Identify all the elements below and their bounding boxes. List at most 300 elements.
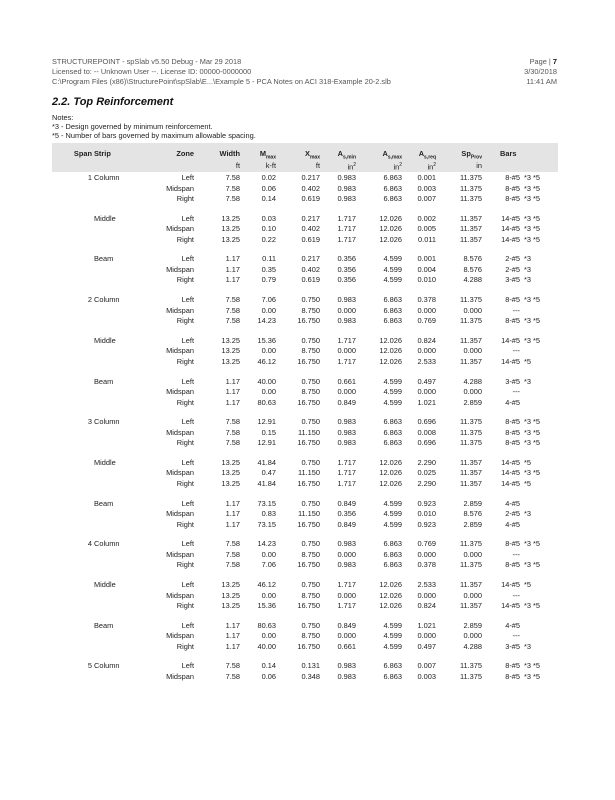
mmax-cell: 0.00 xyxy=(261,346,276,356)
strip-cell: Beam xyxy=(94,254,114,264)
bars-cell: 3-#5 xyxy=(505,641,520,651)
mmax-cell: 0.15 xyxy=(261,427,276,437)
sp-prov-cell: 11.375 xyxy=(459,560,482,570)
zone-cell: Midspan xyxy=(166,346,194,356)
mmax-cell: 15.36 xyxy=(257,335,276,345)
asmin-cell: 0.983 xyxy=(337,417,356,427)
xmax-cell: 0.750 xyxy=(301,620,320,630)
bars-cell: --- xyxy=(512,346,520,356)
report-time: 11:41 AM xyxy=(526,77,557,86)
sp-prov-cell: 0.000 xyxy=(463,549,482,559)
zone-cell: Midspan xyxy=(166,224,194,234)
sp-prov-cell: 11.375 xyxy=(459,173,482,182)
mmax-cell: 0.00 xyxy=(261,549,276,559)
mmax-cell: 0.14 xyxy=(261,661,276,671)
width-cell: 7.58 xyxy=(225,661,240,671)
notes-heading: Notes: xyxy=(52,113,74,122)
asmax-cell: 6.863 xyxy=(383,549,402,559)
bars-cell: 8-#5 xyxy=(505,438,520,448)
sp-prov-cell: 0.000 xyxy=(463,305,482,315)
unit-asmax: $in^2$ xyxy=(393,162,402,172)
xmax-cell: 8.750 xyxy=(301,305,320,315)
xmax-cell: 0.750 xyxy=(301,539,320,549)
zone-cell: Left xyxy=(181,335,194,345)
mmax-cell: 0.35 xyxy=(261,264,276,274)
mmax-cell: 0.83 xyxy=(261,509,276,519)
width-cell: 7.58 xyxy=(225,173,240,182)
asreq-cell: 2.290 xyxy=(417,457,436,467)
asreq-cell: 1.021 xyxy=(417,620,436,630)
zone-cell: Midspan xyxy=(166,264,194,274)
width-cell: 7.58 xyxy=(225,427,240,437)
span-cell: 4 xyxy=(87,539,92,549)
bars-cell: 3-#5 xyxy=(505,376,520,386)
sp-prov-cell: 2.859 xyxy=(463,498,482,508)
span-cell: 1 xyxy=(87,173,92,182)
strip-cell: Column xyxy=(94,173,120,182)
bars-cell: 8-#5 xyxy=(505,316,520,326)
asreq-cell: 0.000 xyxy=(417,631,436,641)
xmax-cell: 0.750 xyxy=(301,498,320,508)
sp-prov-cell: 11.357 xyxy=(459,224,482,234)
sp-prov-cell: 11.357 xyxy=(459,478,482,488)
asmax-cell: 6.863 xyxy=(383,295,402,305)
strip-cell: Beam xyxy=(94,620,114,630)
strip-cell: Middle xyxy=(94,457,116,467)
zone-cell: Midspan xyxy=(166,183,194,193)
asreq-cell: 0.010 xyxy=(417,509,436,519)
asmin-cell: 1.717 xyxy=(337,356,356,366)
asreq-cell: 0.003 xyxy=(417,183,436,193)
width-cell: 7.58 xyxy=(225,671,240,681)
xmax-cell: 16.750 xyxy=(297,601,320,610)
sp-prov-cell: 11.357 xyxy=(459,335,482,345)
xmax-cell: 0.619 xyxy=(301,234,320,244)
asmin-cell: 0.000 xyxy=(337,549,356,559)
zone-cell: Left xyxy=(181,173,194,182)
mmax-cell: 0.14 xyxy=(261,194,276,203)
asmin-cell: 0.356 xyxy=(337,254,356,264)
asreq-cell: 0.696 xyxy=(417,417,436,427)
xmax-cell: 0.348 xyxy=(301,671,320,681)
bars-note-cell: *3 *5 xyxy=(524,661,541,671)
xmax-cell: 0.217 xyxy=(301,254,320,264)
page-number: 7 xyxy=(552,57,557,66)
asreq-cell: 0.005 xyxy=(417,224,436,234)
xmax-cell: 0.619 xyxy=(301,275,320,285)
zone-cell: Right xyxy=(176,519,194,529)
asreq-cell: 0.923 xyxy=(417,498,436,508)
bars-cell: 8-#5 xyxy=(505,194,520,203)
asmin-cell: 0.849 xyxy=(337,397,356,407)
sp-prov-cell: 2.859 xyxy=(463,620,482,630)
sp-prov-cell: 11.375 xyxy=(459,671,482,681)
xmax-cell: 0.131 xyxy=(301,661,320,671)
asreq-cell: 0.000 xyxy=(417,387,436,396)
sp-prov-cell: 4.288 xyxy=(463,376,482,386)
sp-prov-cell: 11.357 xyxy=(459,580,482,589)
asmax-cell: 6.863 xyxy=(383,560,402,570)
xmax-cell: 11.150 xyxy=(297,427,320,437)
zone-cell: Left xyxy=(181,580,194,589)
bars-note-cell: *3 *5 xyxy=(524,671,541,681)
xmax-cell: 11.150 xyxy=(297,509,320,519)
asmax-cell: 6.863 xyxy=(383,661,402,671)
mmax-cell: 0.11 xyxy=(262,254,276,264)
asmin-cell: 1.717 xyxy=(337,224,356,234)
bars-cell: 14-#5 xyxy=(501,468,520,478)
asmin-cell: 0.661 xyxy=(337,376,356,386)
xmax-cell: 0.402 xyxy=(301,264,320,274)
mmax-cell: 0.03 xyxy=(261,213,276,223)
col-header-bars: Bars xyxy=(500,149,517,158)
zone-cell: Midspan xyxy=(166,549,194,559)
mmax-cell: 0.10 xyxy=(261,224,276,234)
zone-cell: Right xyxy=(176,560,194,570)
asmax-cell: 12.026 xyxy=(379,356,402,366)
bars-note-cell: *3 *5 xyxy=(524,417,541,427)
xmax-cell: 8.750 xyxy=(301,631,320,641)
bars-cell: --- xyxy=(512,631,520,641)
asreq-cell: 0.769 xyxy=(417,316,436,326)
zone-cell: Midspan xyxy=(166,387,194,396)
width-cell: 13.25 xyxy=(221,478,240,488)
sp-prov-cell: 11.357 xyxy=(459,356,482,366)
sp-prov-cell: 11.375 xyxy=(459,295,482,305)
bars-note-cell: *3 *5 xyxy=(524,539,541,549)
bars-note-cell: *3 xyxy=(524,264,531,274)
width-cell: 13.25 xyxy=(221,224,240,234)
asmax-cell: 6.863 xyxy=(383,316,402,326)
bars-cell: 4-#5 xyxy=(505,498,520,508)
mmax-cell: 46.12 xyxy=(257,356,276,366)
bars-note-cell: *3 *5 xyxy=(524,194,541,203)
sp-prov-cell: 11.375 xyxy=(459,316,482,326)
width-cell: 7.58 xyxy=(225,438,240,448)
asreq-cell: 0.497 xyxy=(417,376,436,386)
sp-prov-cell: 11.375 xyxy=(459,194,482,203)
bars-cell: 14-#5 xyxy=(501,335,520,345)
asmax-cell: 4.599 xyxy=(383,275,402,285)
width-cell: 13.25 xyxy=(221,468,240,478)
asreq-cell: 0.696 xyxy=(417,438,436,448)
asmax-cell: 4.599 xyxy=(383,641,402,651)
asmax-cell: 4.599 xyxy=(383,376,402,386)
xmax-cell: 16.750 xyxy=(297,478,320,488)
bars-cell: 4-#5 xyxy=(505,519,520,529)
zone-cell: Midspan xyxy=(166,509,194,519)
zone-cell: Left xyxy=(181,620,194,630)
bars-cell: 8-#5 xyxy=(505,560,520,570)
asreq-cell: 0.007 xyxy=(417,661,436,671)
mmax-cell: 15.36 xyxy=(257,601,276,610)
width-cell: 13.25 xyxy=(221,457,240,467)
zone-cell: Midspan xyxy=(166,305,194,315)
asmax-cell: 6.863 xyxy=(383,194,402,203)
bars-note-cell: *3 *5 xyxy=(524,468,541,478)
asmax-cell: 12.026 xyxy=(379,468,402,478)
asmax-cell: 4.599 xyxy=(383,264,402,274)
col-header-asreq: $A_{s,req}$ xyxy=(418,149,436,161)
zone-cell: Left xyxy=(181,213,194,223)
bars-note-cell: *3 *5 xyxy=(524,183,541,193)
bars-cell: 14-#5 xyxy=(501,457,520,467)
xmax-cell: 0.619 xyxy=(301,194,320,203)
xmax-cell: 0.750 xyxy=(301,335,320,345)
width-cell: 13.25 xyxy=(221,601,240,610)
zone-cell: Midspan xyxy=(166,427,194,437)
bars-cell: 2-#5 xyxy=(505,264,520,274)
bars-note-cell: *3 *5 xyxy=(524,601,541,610)
sp-prov-cell: 0.000 xyxy=(463,387,482,396)
asmax-cell: 4.599 xyxy=(383,631,402,641)
bars-note-cell: *3 *5 xyxy=(524,173,541,182)
xmax-cell: 16.750 xyxy=(297,641,320,651)
asmax-cell: 12.026 xyxy=(379,580,402,589)
col-header-width: Width xyxy=(219,149,240,158)
sp-prov-cell: 11.375 xyxy=(459,417,482,427)
asmin-cell: 1.717 xyxy=(337,457,356,467)
bars-note-cell: *3 xyxy=(524,376,531,386)
asreq-cell: 0.000 xyxy=(417,346,436,356)
width-cell: 1.17 xyxy=(225,519,240,529)
bars-note-cell: *3 *5 xyxy=(524,427,541,437)
asmin-cell: 0.000 xyxy=(337,305,356,315)
mmax-cell: 41.84 xyxy=(257,457,276,467)
zone-cell: Right xyxy=(176,478,194,488)
width-cell: 7.58 xyxy=(225,183,240,193)
sp-prov-cell: 8.576 xyxy=(463,254,482,264)
bars-cell: --- xyxy=(512,590,520,600)
asreq-cell: 0.824 xyxy=(417,335,436,345)
asmin-cell: 0.000 xyxy=(337,590,356,600)
mmax-cell: 0.06 xyxy=(261,671,276,681)
zone-cell: Right xyxy=(176,641,194,651)
bars-cell: 4-#5 xyxy=(505,620,520,630)
col-header-asmax: $A_{s,max}$ xyxy=(382,149,402,161)
xmax-cell: 16.750 xyxy=(297,316,320,326)
asmin-cell: 0.983 xyxy=(337,295,356,305)
bars-note-cell: *5 xyxy=(524,356,531,366)
sp-prov-cell: 0.000 xyxy=(463,346,482,356)
sp-prov-cell: 4.288 xyxy=(463,275,482,285)
asmax-cell: 4.599 xyxy=(383,254,402,264)
mmax-cell: 0.00 xyxy=(261,590,276,600)
asreq-cell: 0.025 xyxy=(417,468,436,478)
xmax-cell: 0.402 xyxy=(301,183,320,193)
col-header-strip: Strip xyxy=(94,149,111,158)
width-cell: 1.17 xyxy=(225,631,240,641)
width-cell: 7.58 xyxy=(225,560,240,570)
mmax-cell: 73.15 xyxy=(257,498,276,508)
width-cell: 1.17 xyxy=(225,376,240,386)
asmax-cell: 6.863 xyxy=(383,173,402,182)
bars-note-cell: *3 *5 xyxy=(524,560,541,570)
sp-prov-cell: 11.357 xyxy=(459,601,482,610)
bars-cell: 4-#5 xyxy=(505,397,520,407)
bars-cell: --- xyxy=(512,305,520,315)
asreq-cell: 0.011 xyxy=(418,234,436,244)
width-cell: 7.58 xyxy=(225,316,240,326)
bars-cell: 2-#5 xyxy=(505,509,520,519)
note-line: *3 - Design governed by minimum reinforcement. xyxy=(52,122,213,131)
width-cell: 1.17 xyxy=(225,620,240,630)
asmin-cell: 0.983 xyxy=(337,671,356,681)
asmax-cell: 6.863 xyxy=(383,305,402,315)
strip-cell: Column xyxy=(94,539,120,549)
mmax-cell: 14.23 xyxy=(257,316,276,326)
asreq-cell: 0.000 xyxy=(417,590,436,600)
asmax-cell: 12.026 xyxy=(379,234,402,244)
zone-cell: Midspan xyxy=(166,468,194,478)
mmax-cell: 73.15 xyxy=(257,519,276,529)
width-cell: 7.58 xyxy=(225,417,240,427)
zone-cell: Left xyxy=(181,457,194,467)
asmax-cell: 6.863 xyxy=(383,539,402,549)
bars-cell: 14-#5 xyxy=(501,213,520,223)
asmax-cell: 12.026 xyxy=(379,601,402,610)
mmax-cell: 0.00 xyxy=(261,631,276,641)
asreq-cell: 2.533 xyxy=(417,356,436,366)
col-header-sp-prov: $Sp_{Prov}$ xyxy=(461,149,482,161)
width-cell: 7.58 xyxy=(225,194,240,203)
zone-cell: Right xyxy=(176,275,194,285)
xmax-cell: 0.750 xyxy=(301,295,320,305)
zone-cell: Midspan xyxy=(166,671,194,681)
asmax-cell: 4.599 xyxy=(383,498,402,508)
mmax-cell: 80.63 xyxy=(257,397,276,407)
bars-cell: 8-#5 xyxy=(505,661,520,671)
width-cell: 13.25 xyxy=(221,234,240,244)
asmin-cell: 0.983 xyxy=(337,183,356,193)
width-cell: 13.25 xyxy=(221,335,240,345)
strip-cell: Column xyxy=(94,661,120,671)
span-cell: 5 xyxy=(87,661,92,671)
zone-cell: Midspan xyxy=(166,631,194,641)
asmax-cell: 12.026 xyxy=(379,457,402,467)
bars-note-cell: *3 *5 xyxy=(524,234,541,244)
xmax-cell: 8.750 xyxy=(301,387,320,396)
xmax-cell: 0.750 xyxy=(301,376,320,386)
asreq-cell: 0.497 xyxy=(417,641,436,651)
mmax-cell: 46.12 xyxy=(257,580,276,589)
mmax-cell: 40.00 xyxy=(257,376,276,386)
zone-cell: Left xyxy=(181,376,194,386)
asmin-cell: 1.717 xyxy=(337,580,356,589)
col-header-xmax: $X_{max}$ xyxy=(305,149,320,161)
xmax-cell: 8.750 xyxy=(301,346,320,356)
xmax-cell: 16.750 xyxy=(297,438,320,448)
asmin-cell: 0.849 xyxy=(337,498,356,508)
asreq-cell: 0.000 xyxy=(417,305,436,315)
xmax-cell: 0.217 xyxy=(301,213,320,223)
bars-note-cell: *3 xyxy=(524,509,531,519)
asmin-cell: 1.717 xyxy=(337,478,356,488)
col-header-mmax: $M_{max}$ xyxy=(259,149,276,161)
bars-note-cell: *5 xyxy=(524,478,531,488)
bars-note-cell: *5 xyxy=(524,457,531,467)
zone-cell: Left xyxy=(181,254,194,264)
span-cell: 3 xyxy=(87,417,92,427)
sp-prov-cell: 0.000 xyxy=(463,590,482,600)
bars-cell: 14-#5 xyxy=(501,356,520,366)
bars-cell: 14-#5 xyxy=(501,224,520,234)
asmin-cell: 1.717 xyxy=(337,601,356,610)
mmax-cell: 12.91 xyxy=(257,438,276,448)
sp-prov-cell: 2.859 xyxy=(463,519,482,529)
width-cell: 13.25 xyxy=(221,590,240,600)
xmax-cell: 16.750 xyxy=(297,356,320,366)
asmin-cell: 1.717 xyxy=(337,234,356,244)
sp-prov-cell: 0.000 xyxy=(463,631,482,641)
sp-prov-cell: 11.375 xyxy=(459,427,482,437)
asmax-cell: 4.599 xyxy=(383,387,402,396)
asmax-cell: 12.026 xyxy=(379,478,402,488)
zone-cell: Right xyxy=(176,438,194,448)
asreq-cell: 0.000 xyxy=(417,549,436,559)
asmax-cell: 6.863 xyxy=(383,427,402,437)
section-title: 2.2. Top Reinforcement xyxy=(52,96,174,108)
bars-cell: 2-#5 xyxy=(505,254,520,264)
xmax-cell: 8.750 xyxy=(301,549,320,559)
asreq-cell: 0.004 xyxy=(417,264,436,274)
sp-prov-cell: 8.576 xyxy=(463,264,482,274)
xmax-cell: 0.217 xyxy=(301,173,320,182)
bars-cell: 3-#5 xyxy=(505,275,520,285)
width-cell: 1.17 xyxy=(225,264,240,274)
asmin-cell: 0.356 xyxy=(337,509,356,519)
bars-cell: 8-#5 xyxy=(505,295,520,305)
width-cell: 13.25 xyxy=(221,346,240,356)
sp-prov-cell: 2.859 xyxy=(463,397,482,407)
zone-cell: Left xyxy=(181,498,194,508)
file-path-line: C:\Program Files (x86)\StructurePoint\spSlab\E...\Example 5 - PCA Notes on ACI 318-Example 20-2.slb xyxy=(52,77,391,86)
asreq-cell: 0.002 xyxy=(417,213,436,223)
strip-cell: Beam xyxy=(94,376,114,386)
width-cell: 13.25 xyxy=(221,213,240,223)
asmax-cell: 4.599 xyxy=(383,509,402,519)
width-cell: 13.25 xyxy=(221,356,240,366)
asreq-cell: 0.923 xyxy=(417,519,436,529)
bars-note-cell: *3 xyxy=(524,641,531,651)
asreq-cell: 0.378 xyxy=(417,295,436,305)
asreq-cell: 0.769 xyxy=(417,539,436,549)
sp-prov-cell: 4.288 xyxy=(463,641,482,651)
bars-note-cell: *3 *5 xyxy=(524,335,541,345)
mmax-cell: 0.02 xyxy=(261,173,276,182)
asmax-cell: 4.599 xyxy=(383,397,402,407)
xmax-cell: 0.750 xyxy=(301,417,320,427)
license-line: Licensed to: -- Unknown User --. License ID: 00000-0000000 xyxy=(52,67,252,76)
mmax-cell: 0.00 xyxy=(261,305,276,315)
bars-note-cell: *3 *5 xyxy=(524,316,541,326)
zone-cell: Right xyxy=(176,397,194,407)
width-cell: 7.58 xyxy=(225,539,240,549)
asmin-cell: 0.000 xyxy=(337,387,356,396)
xmax-cell: 0.750 xyxy=(301,580,320,589)
mmax-cell: 0.79 xyxy=(261,275,276,285)
page-label: Page | xyxy=(529,57,551,66)
xmax-cell: 11.150 xyxy=(297,468,320,478)
asmax-cell: 12.026 xyxy=(379,335,402,345)
bars-cell: 14-#5 xyxy=(501,580,520,589)
unit-asmin: $in^2$ xyxy=(347,162,356,172)
asmin-cell: 0.983 xyxy=(337,427,356,437)
unit-mmax: k-ft xyxy=(265,161,276,170)
sp-prov-cell: 11.357 xyxy=(459,213,482,223)
width-cell: 7.58 xyxy=(225,295,240,305)
bars-cell: 8-#5 xyxy=(505,427,520,437)
